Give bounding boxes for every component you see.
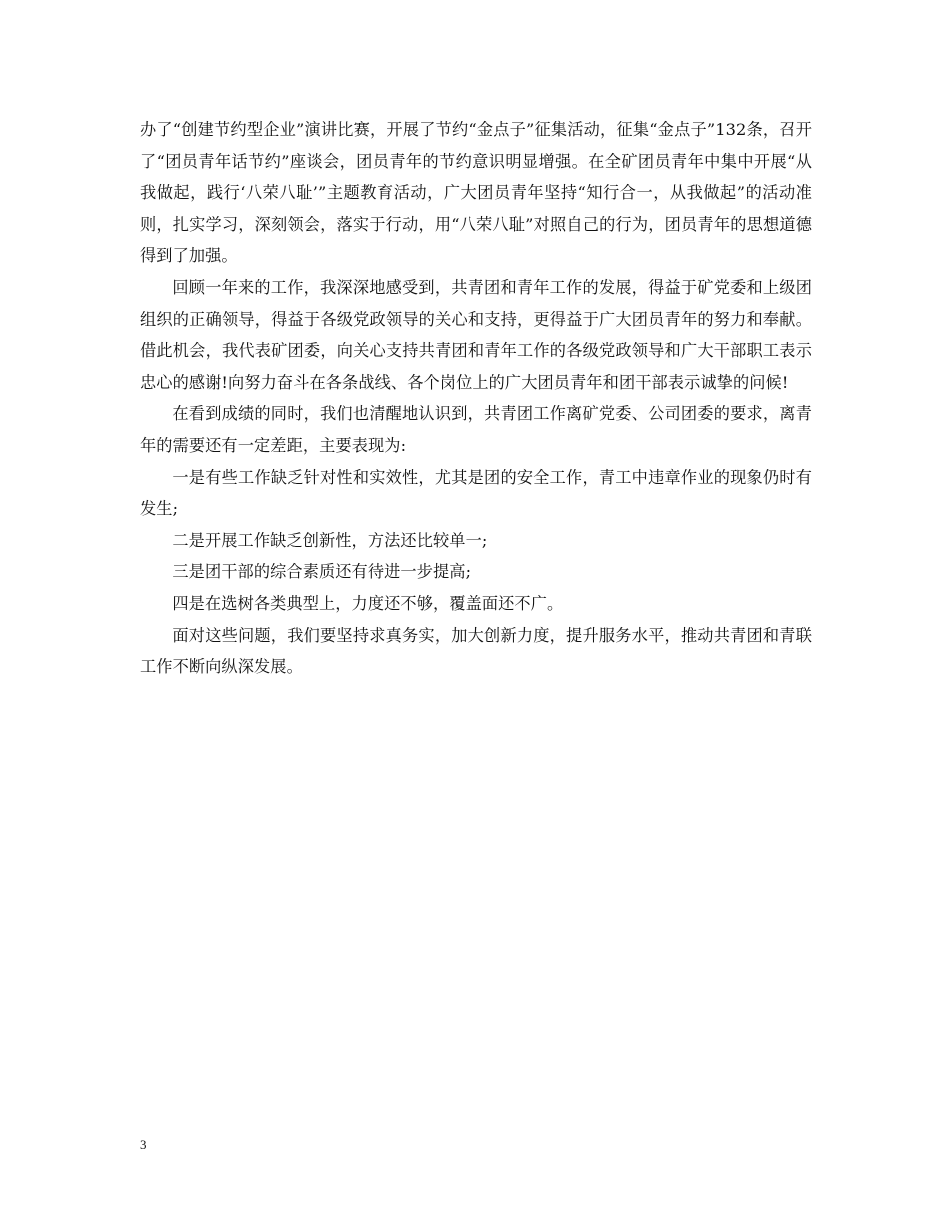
page-number: 3 [140, 1137, 147, 1152]
paragraph-continuation: 办了“创建节约型企业”演讲比赛，开展了节约“金点子”征集活动，征集“金点子”132条，召开了“团员青年话节约”座谈会，团员青年的节约意识明显增强。在全矿团员青年中集中开展“从我做起，践行‘八荣八耻’”主题教育活动，广大团员青年坚持“知行合一，从我做起”的活动准则，扎实学习，深刻领会，落实于行动，用“八荣八耻”对照自己的行为，团员青年的思想道德得到了加强。 [140, 120, 812, 266]
paragraph-shortcoming-3: 三是团干部的综合素质还有待进一步提高; [172, 562, 472, 582]
paragraph-conclusion: 面对这些问题，我们要坚持求真务实，加大创新力度，提升服务水平，推动共青团和青联工作不断向纵深发展。 [140, 625, 812, 677]
paragraph-shortcoming-4: 四是在选树各类典型上，力度还不够，覆盖面还不广。 [172, 593, 564, 613]
paragraph-shortcoming-2: 二是开展工作缺乏创新性，方法还比较单一; [172, 530, 488, 550]
paragraph-review: 回顾一年来的工作，我深深地感受到，共青团和青年工作的发展，得益于矿党委和上级团组织的正确领导，得益于各级党政领导的关心和支持，更得益于广大团员青年的努力和奉献。借此机会，我代表矿团委，向关心支持共青团和青年工作的各级党政领导和广大干部职工表示忠心的感谢!向努力奋斗在各条战线、各个岗位上的广大团员青年和团干部表示诚挚的问候! [140, 277, 812, 392]
document-body [140, 114, 812, 683]
paragraph-shortcomings-intro: 在看到成绩的同时，我们也清醒地认识到，共青团工作离矿党委、公司团委的要求，离青年的需要还有一定差距，主要表现为: [140, 404, 812, 455]
paragraph-shortcoming-1: 一是有些工作缺乏针对性和实效性，尤其是团的安全工作，青工中违章作业的现象仍时有发生; [140, 467, 812, 519]
